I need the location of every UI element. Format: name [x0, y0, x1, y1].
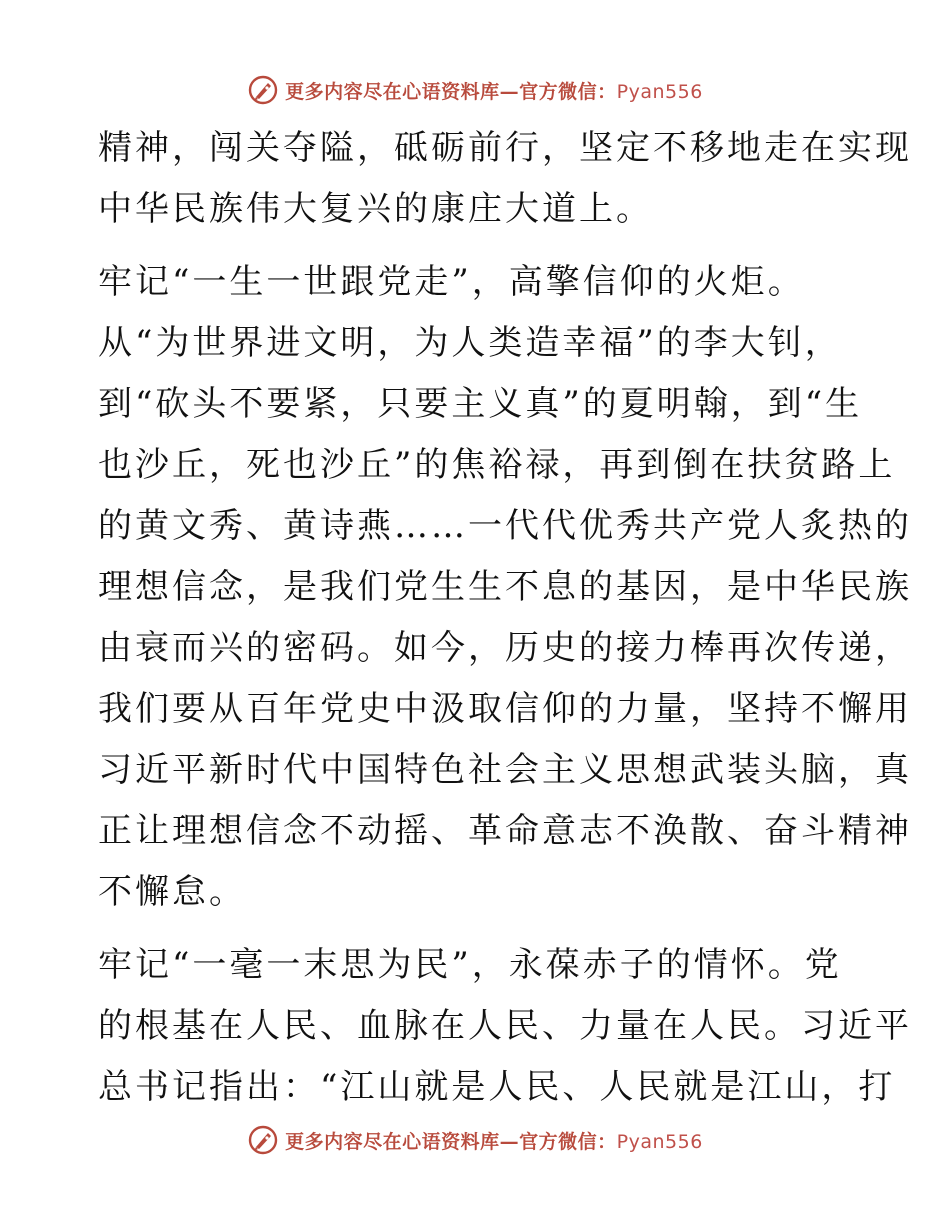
text-line: 习近平新时代中国特色社会主义思想武装头脑，真 [98, 750, 912, 790]
watermark-text [285, 1127, 703, 1154]
footer-watermark [0, 1120, 950, 1160]
paragraph-3 [98, 935, 912, 1118]
text-line: 到“砍头不要紧，只要主义真”的夏明翰，到“生 [98, 384, 863, 424]
watermark-wechat-id: Pyan556 [616, 80, 703, 103]
text-line: 的黄文秀、黄诗燕……一代代优秀共产党人炙热的 [98, 506, 912, 546]
watermark-main: 更多内容尽在心语资料库—官方微信： [285, 1130, 617, 1153]
text-line: 的根基在人民、血脉在人民、力量在人民。习近平 [98, 1006, 912, 1046]
text-line: 从“为世界进文明，为人类造幸福”的李大钊， [98, 323, 842, 363]
text-line: 总书记指出：“江山就是人民、人民就是江山，打 [98, 1067, 896, 1107]
text-line: 也沙丘，死也沙丘”的焦裕禄，再到倒在扶贫路上 [98, 445, 896, 485]
text-line: 正让理想信念不动摇、革命意志不涣散、奋斗精神 [98, 811, 912, 851]
document-body [98, 118, 912, 1118]
text-line: 精神，闯关夺隘，砥砺前行，坚定不移地走在实现 [98, 128, 912, 168]
text-line: 由衰而兴的密码。如今，历史的接力棒再次传递， [98, 628, 912, 668]
header-watermark [0, 70, 950, 110]
watermark-text [285, 77, 703, 104]
pen-nib-logo-icon [247, 1124, 279, 1156]
text-line: 中华民族伟大复兴的康庄大道上。 [98, 189, 653, 229]
watermark-wechat-id: Pyan556 [616, 1130, 703, 1153]
text-line: 理想信念，是我们党生生不息的基因，是中华民族 [98, 567, 912, 607]
paragraph-2 [98, 252, 912, 923]
text-line: 牢记“一生一世跟党走”，高擎信仰的火炬。 [98, 262, 805, 302]
watermark-main: 更多内容尽在心语资料库—官方微信： [285, 80, 617, 103]
text-line: 牢记“一毫一末思为民”，永葆赤子的情怀。党 [98, 945, 842, 985]
text-line: 不懈怠。 [98, 872, 246, 912]
text-line: 我们要从百年党史中汲取信仰的力量，坚持不懈用 [98, 689, 912, 729]
paragraph-1 [98, 118, 912, 240]
pen-nib-logo-icon [247, 74, 279, 106]
